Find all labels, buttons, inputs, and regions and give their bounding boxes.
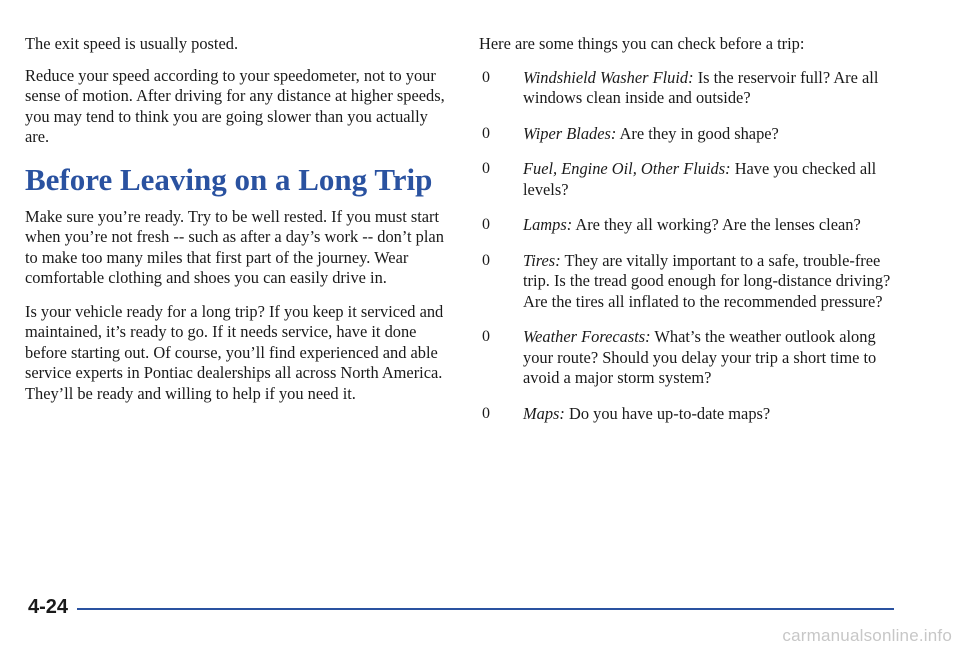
intro-paragraph-1: The exit speed is usually posted. bbox=[25, 34, 239, 53]
checklist-term: Fuel, Engine Oil, Other Fluids: bbox=[523, 159, 731, 178]
bullet-marker: 0 bbox=[482, 328, 490, 345]
checklist-text: What’s the weather outlook along your route? Should you delay your trip a short time to avoid a major storm system? bbox=[523, 327, 877, 387]
checklist-term: Tires: bbox=[523, 250, 561, 270]
bullet-marker: 0 bbox=[482, 216, 490, 233]
bullet-marker: 0 bbox=[482, 251, 490, 269]
page-footer bbox=[28, 595, 894, 625]
watermark: carmanualsonline.info bbox=[782, 626, 952, 645]
checklist-term: Weather Forecasts: bbox=[523, 327, 651, 346]
checklist-intro: Here are some things you can check before a trip: bbox=[479, 34, 805, 53]
bullet-marker: 0 bbox=[482, 404, 490, 422]
checklist-item bbox=[479, 124, 899, 145]
checklist-term: Lamps: bbox=[523, 215, 573, 234]
intro-paragraph-2: Reduce your speed according to your speedometer, not to your sense of motion. After driving for any distance at higher speeds, you may tend to think you are going slower than you actually are. bbox=[25, 65, 445, 146]
checklist-text: Are they all working? Are the lenses clean? bbox=[572, 215, 861, 234]
footer-rule bbox=[77, 608, 894, 610]
bullet-marker: 0 bbox=[482, 160, 490, 177]
checklist-term: Wiper Blades: bbox=[523, 123, 617, 143]
checklist-text: Is the reservoir full? Are all windows clean inside and outside? bbox=[523, 67, 879, 107]
left-column bbox=[25, 34, 445, 417]
checklist-item bbox=[479, 68, 899, 109]
trip-checklist bbox=[479, 68, 899, 425]
checklist-item bbox=[479, 215, 899, 236]
checklist-item bbox=[479, 159, 899, 200]
body-paragraph-2: Is your vehicle ready for a long trip? If you keep it serviced and maintained, it’s ready to go. If it needs service, have it done before starting out. Of course, you’ll find experienced and able service experts in Pontiac dealerships all across North America. They’ll be ready and willing to help if you need it. bbox=[25, 301, 444, 403]
checklist-text: Are they in good shape? bbox=[616, 123, 779, 143]
checklist-text: Have you checked all levels? bbox=[523, 159, 877, 199]
checklist-item bbox=[479, 404, 899, 425]
right-column bbox=[479, 34, 899, 439]
bullet-marker: 0 bbox=[482, 68, 490, 86]
section-heading: Before Leaving on a Long Trip bbox=[25, 161, 433, 197]
checklist-term: Windshield Washer Fluid: bbox=[523, 67, 694, 87]
bullet-marker: 0 bbox=[482, 124, 490, 142]
checklist-item bbox=[479, 327, 899, 389]
checklist-text: They are vitally important to a safe, trouble-free trip. Is the tread good enough for long-distance driving? Are the tires all inflated to the recommended pressure? bbox=[523, 250, 891, 311]
checklist-item bbox=[479, 251, 899, 313]
page-number: 4-24 bbox=[28, 596, 69, 618]
checklist-term: Maps: bbox=[523, 403, 565, 423]
checklist-text: Do you have up-to-date maps? bbox=[564, 403, 771, 423]
body-paragraph-1: Make sure you’re ready. Try to be well rested. If you must start when you’re not fresh -- such as after a day’s work -- don’t plan to make too many miles that first part of the journey. Wear comfortable clothing and shoes you can easily drive in. bbox=[25, 206, 444, 287]
